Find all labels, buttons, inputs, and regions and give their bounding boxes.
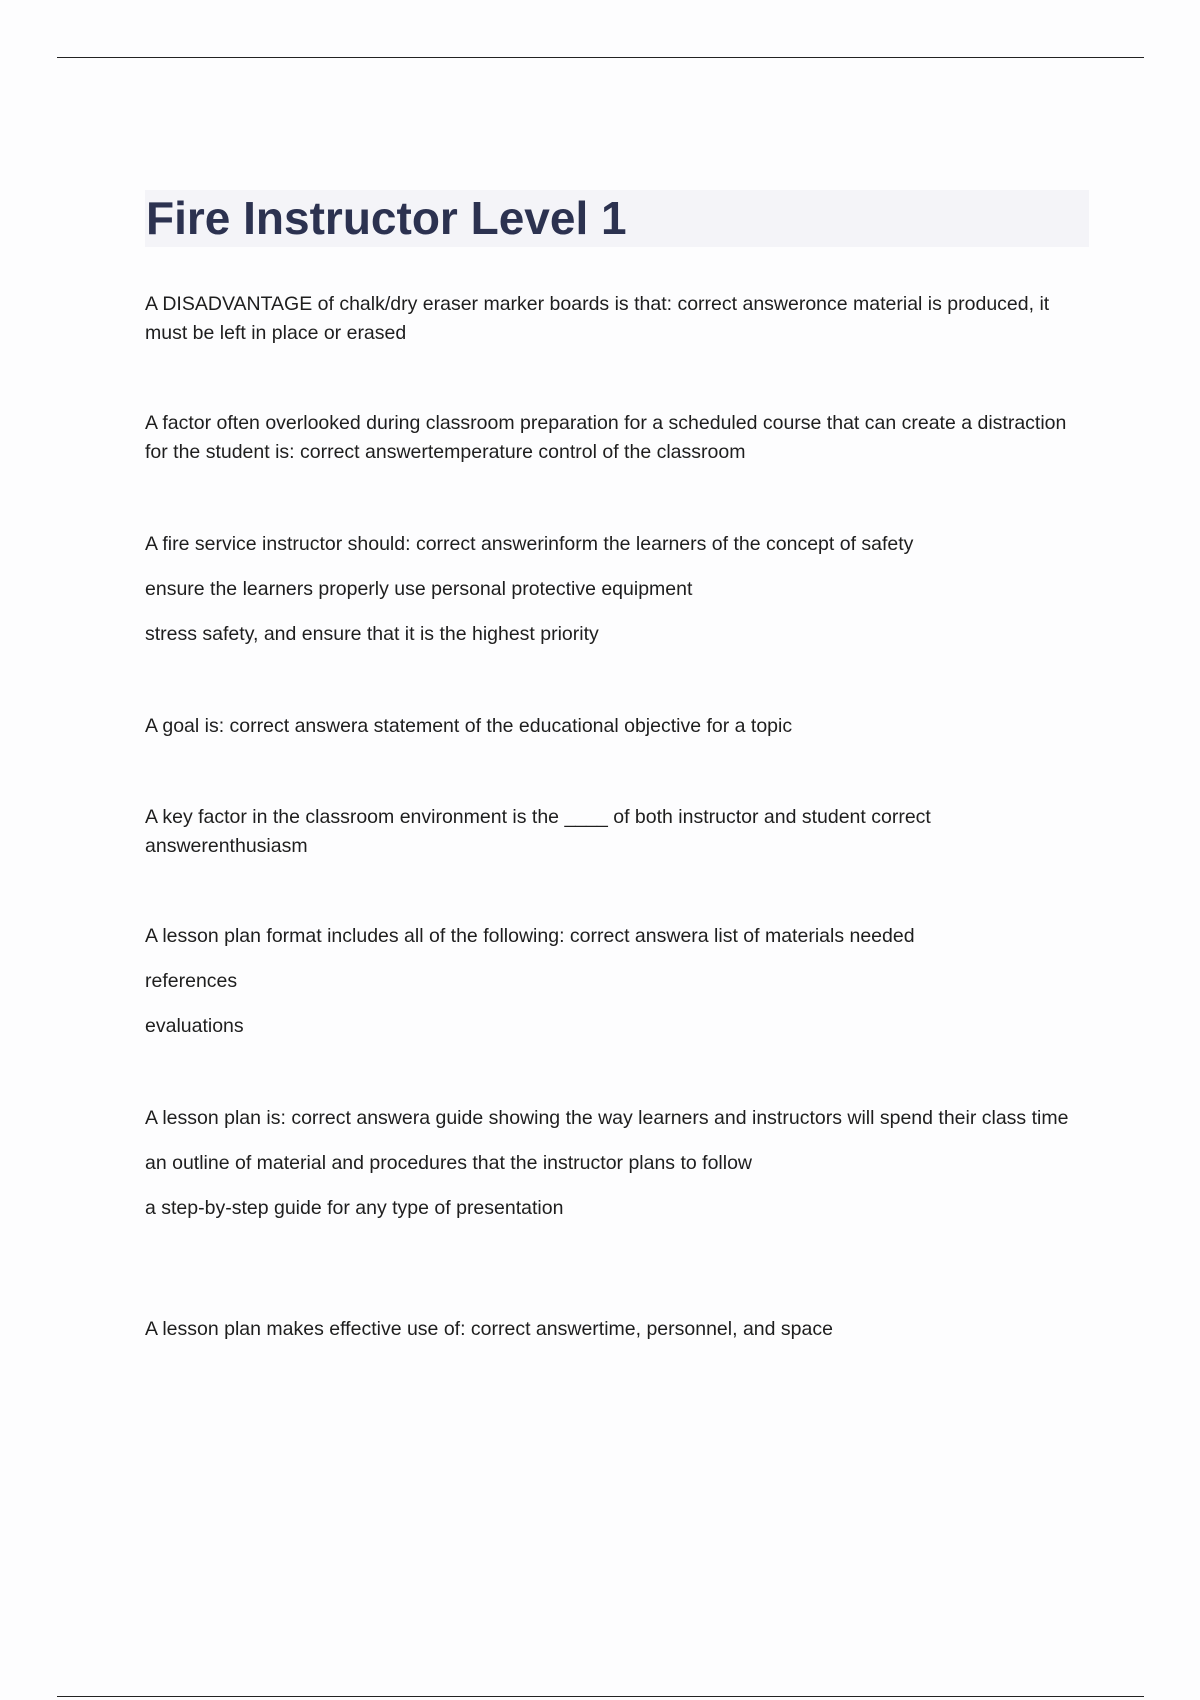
qa-item-7 bbox=[145, 1104, 1090, 1223]
qa-item-3 bbox=[145, 530, 1090, 649]
qa-answer-line: stress safety, and ensure that it is the highest priority bbox=[145, 623, 599, 645]
header-rule bbox=[57, 57, 1144, 58]
qa-text: A key factor in the classroom environment is the ____ of both instructor and student correct answerenthusiasm bbox=[145, 806, 931, 857]
qa-item-4 bbox=[145, 712, 1090, 741]
qa-text: A DISADVANTAGE of chalk/dry eraser marker boards is that: correct answeronce material is produced, it must be left in place or erased bbox=[145, 293, 1050, 344]
qa-answer-line: ensure the learners properly use personal protective equipment bbox=[145, 578, 693, 600]
qa-text: A lesson plan format includes all of the following: correct answera list of materials needed bbox=[145, 925, 915, 947]
qa-answer-line: evaluations bbox=[145, 1015, 244, 1037]
qa-answer-line: references bbox=[145, 970, 238, 992]
qa-item-6 bbox=[145, 922, 1090, 1041]
qa-text: A lesson plan is: correct answera guide showing the way learners and instructors will spend their class time bbox=[145, 1107, 1069, 1129]
qa-item-8 bbox=[145, 1315, 1090, 1344]
footer-rule bbox=[57, 1696, 1144, 1697]
qa-answer-line: a step-by-step guide for any type of presentation bbox=[145, 1197, 564, 1219]
document-title: Fire Instructor Level 1 bbox=[146, 192, 627, 244]
qa-item-2 bbox=[145, 409, 1090, 467]
qa-text: A lesson plan makes effective use of: correct answertime, personnel, and space bbox=[145, 1318, 833, 1340]
qa-text: A factor often overlooked during classroom preparation for a scheduled course that can create a distraction for the student is: correct answertemperature control of the classroom bbox=[145, 412, 1067, 463]
qa-answer-line: an outline of material and procedures that the instructor plans to follow bbox=[145, 1152, 753, 1174]
qa-text: A goal is: correct answera statement of the educational objective for a topic bbox=[145, 715, 793, 737]
qa-item-5 bbox=[145, 803, 1090, 861]
qa-text: A fire service instructor should: correct answerinform the learners of the concept of safety bbox=[145, 533, 914, 555]
qa-item-1 bbox=[145, 290, 1090, 348]
